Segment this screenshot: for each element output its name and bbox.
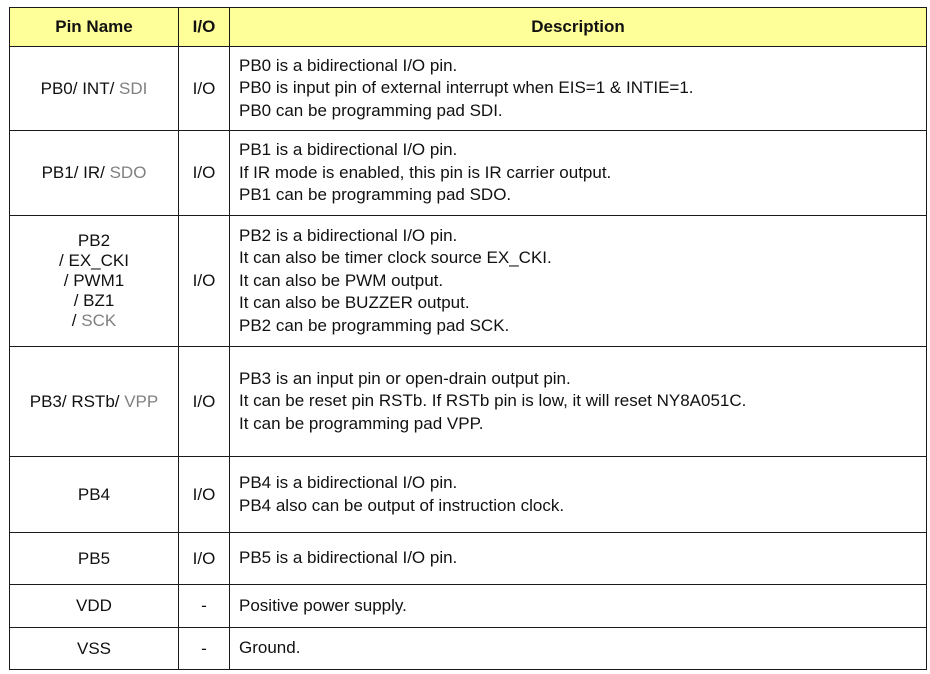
- description-line: It can also be PWM output.: [239, 270, 444, 290]
- description-line: It can be reset pin RSTb. If RSTb pin is low, it will reset NY8A051C.: [239, 391, 747, 411]
- pin-name-main: PB3/ RSTb/: [29, 391, 120, 411]
- table-row: [10, 585, 927, 628]
- pin-name-alt: SCK: [81, 311, 117, 330]
- pin-name-main: VSS: [76, 638, 112, 658]
- description-cell: [230, 347, 927, 457]
- description-cell: [230, 216, 927, 347]
- pin-name-cell: [10, 131, 179, 216]
- table-row: [10, 216, 927, 347]
- pin-name-line: PB2: [77, 231, 111, 250]
- pin-name-main: VDD: [76, 596, 112, 615]
- table-header-row: [10, 8, 927, 47]
- description-line: It can be programming pad VPP.: [239, 413, 484, 433]
- description-line: PB0 can be programming pad SDI.: [239, 100, 503, 120]
- pin-name-prefix: /: [71, 311, 82, 330]
- pin-name-cell: [10, 628, 179, 670]
- pin-name-line: / PWM1: [63, 271, 125, 290]
- table-row: [10, 347, 927, 457]
- description-line: PB0 is a bidirectional I/O pin.: [239, 55, 458, 75]
- io-cell: -: [179, 628, 230, 670]
- description-line: PB2 can be programming pad SCK.: [239, 315, 510, 335]
- pin-name-cell: [10, 47, 179, 131]
- io-cell: I/O: [179, 347, 230, 457]
- pin-name-cell: [10, 216, 179, 347]
- description-line: PB1 is a bidirectional I/O pin.: [239, 140, 458, 160]
- description-cell: [230, 457, 927, 533]
- description-line: It can also be BUZZER output.: [239, 293, 470, 313]
- pin-name-line: / EX_CKI: [59, 251, 129, 270]
- table-row: [10, 457, 927, 533]
- table-row: [10, 628, 927, 670]
- io-cell: -: [179, 585, 230, 628]
- pin-description-table: [9, 7, 927, 670]
- io-cell: I/O: [179, 533, 230, 585]
- description-cell: [230, 131, 927, 216]
- description-line: Positive power supply.: [239, 595, 407, 615]
- description-line: PB4 is a bidirectional I/O pin.: [239, 473, 458, 492]
- pin-name-alt: SDO: [104, 163, 147, 182]
- pin-name-alt: SDI: [114, 78, 148, 98]
- pin-name-cell: [10, 457, 179, 533]
- table-row: [10, 533, 927, 585]
- pin-name-line: / BZ1: [73, 291, 115, 310]
- description-line: Ground.: [239, 638, 301, 658]
- header-pin-name: Pin Name: [10, 8, 179, 47]
- pin-name-alt: VPP: [119, 391, 159, 411]
- description-line: PB1 can be programming pad SDO.: [239, 185, 512, 205]
- description-cell: [230, 47, 927, 131]
- table-row: [10, 47, 927, 131]
- description-line: PB2 is a bidirectional I/O pin.: [239, 225, 458, 245]
- description-cell: [230, 533, 927, 585]
- pin-name-main: PB1/ IR/: [41, 163, 105, 182]
- io-cell: I/O: [179, 457, 230, 533]
- description-line: It can also be timer clock source EX_CKI.: [239, 248, 552, 268]
- pin-name-cell: [10, 347, 179, 457]
- header-io: I/O: [179, 8, 230, 47]
- table-row: [10, 131, 927, 216]
- description-line: PB0 is input pin of external interrupt when EIS=1 & INTIE=1.: [239, 78, 694, 98]
- io-cell: I/O: [179, 216, 230, 347]
- description-cell: [230, 628, 927, 670]
- pin-name-main: PB0/ INT/: [40, 78, 115, 98]
- description-line: PB3 is an input pin or open-drain output pin.: [239, 368, 571, 388]
- io-cell: I/O: [179, 47, 230, 131]
- description-line: PB5 is a bidirectional I/O pin.: [239, 548, 458, 568]
- description-cell: [230, 585, 927, 628]
- description-line: If IR mode is enabled, this pin is IR carrier output.: [239, 162, 612, 182]
- pin-name-line: [10, 311, 178, 331]
- pin-name-main: PB5: [77, 548, 111, 568]
- pin-name-cell: [10, 585, 179, 628]
- description-line: PB4 also can be output of instruction clock.: [239, 495, 565, 515]
- pin-name-main: PB4: [77, 484, 111, 504]
- pin-name-cell: [10, 533, 179, 585]
- io-cell: I/O: [179, 131, 230, 216]
- header-description: Description: [230, 8, 927, 47]
